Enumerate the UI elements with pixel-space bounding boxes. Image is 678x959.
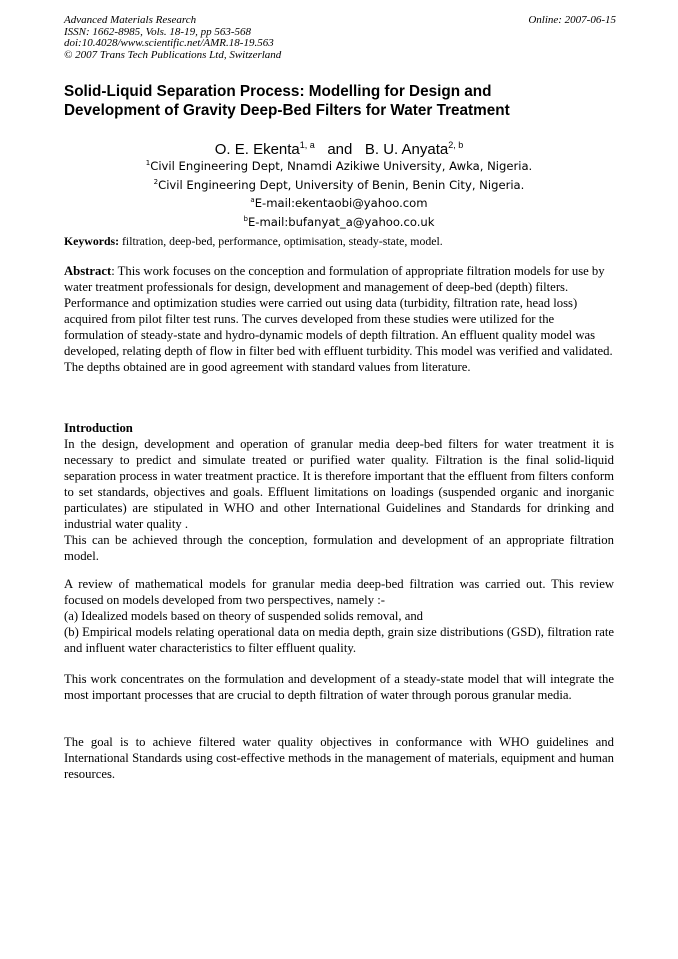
list-item-b: (b) Empirical models relating operational data on media depth, grain size distributions (GSD), filtration rate and influent water characteristics to filter effluent quality. xyxy=(64,625,614,655)
abstract xyxy=(64,263,614,375)
author-1-sup: 1, a xyxy=(299,140,315,150)
affiliation-2-sup: 2 xyxy=(153,177,159,186)
title-line-1: Solid-Liquid Separation Process: Modelling for Design and xyxy=(64,83,492,100)
affiliation-1 xyxy=(0,156,678,175)
intro-paragraph-4: The goal is to achieve filtered water quality objectives in conformance with WHO guidelines and International Standards using cost-effective methods in the management of materials, equipment and human resources. xyxy=(64,735,614,781)
journal-name: Advanced Materials Research xyxy=(64,14,197,26)
abstract-text: : This work focuses on the conception and formulation of appropriate filtration models for use by water treatment professionals for design, development and management of deep-bed (depth) filters. Performance and optimization studies were carried out using data (turbidity, filtration rate, head loss) acquired from pilot filter test runs. The curves developed from these studies were utilized for the formulation of steady-state and hydro-dynamic models of depth filtration. An effluent quality model was developed, relating depth of flow in filter bed with effluent turbidity. This model was verified and validated. The depths obtained are in good agreement with standard values from literature. xyxy=(64,264,613,374)
email-a-sup: a xyxy=(250,196,255,204)
email-a xyxy=(0,193,678,212)
email-b-text: E-mail:bufanyat_a@yahoo.co.uk xyxy=(247,214,435,229)
keywords-text: filtration, deep-bed, performance, optimisation, steady-state, model. xyxy=(119,234,443,248)
author-1-name: O. E. Ekenta xyxy=(214,141,300,158)
affiliation-2-text: Civil Engineering Dept, University of Benin, Benin City, Nigeria. xyxy=(158,177,525,192)
intro-paragraph-3: This work concentrates on the formulation and development of a steady-state model that will integrate the most important processes that are crucial to depth filtration of water through porous granular media. xyxy=(64,672,614,702)
doi-line: doi:10.4028/www.scientific.net/AMR.18-19.563 xyxy=(64,37,274,49)
author-and: and xyxy=(327,141,353,158)
issn-line: ISSN: 1662-8985, Vols. 18-19, pp 563-568 xyxy=(64,25,251,38)
title-line-2: Development of Gravity Deep-Bed Filters for Water Treatment xyxy=(64,102,510,119)
intro-paragraph-1b: This can be achieved through the conception, formulation and development of an appropriate filtration model. xyxy=(64,533,614,563)
email-a-text: E-mail:ekentaobi@yahoo.com xyxy=(254,196,428,210)
email-b-sup: b xyxy=(243,214,248,223)
email-b xyxy=(0,212,678,231)
introduction-section xyxy=(64,420,614,564)
affiliation-1-text: Civil Engineering Dept, Nnamdi Azikiwe University, Awka, Nigeria. xyxy=(150,159,533,173)
author-2-sup: 2, b xyxy=(448,140,464,150)
copyright-line: © 2007 Trans Tech Publications Ltd, Switzerland xyxy=(64,48,282,61)
affiliation-2 xyxy=(0,175,678,194)
online-date: Online: 2007-06-15 xyxy=(528,14,616,26)
abstract-label: Abstract xyxy=(64,264,112,278)
introduction-heading: Introduction xyxy=(64,421,133,435)
keywords xyxy=(64,233,614,249)
affiliations xyxy=(0,156,678,230)
paper-title xyxy=(64,82,624,120)
journal-header xyxy=(64,15,616,61)
author-2-name: B. U. Anyata xyxy=(364,141,449,158)
affiliation-1-sup: 1 xyxy=(145,159,151,167)
keywords-label: Keywords: xyxy=(64,234,120,248)
intro-paragraph-2: A review of mathematical models for granular media deep-bed filtration was carried out. This review focused on models developed from two perspectives, namely :- xyxy=(64,577,614,607)
intro-paragraph-1: In the design, development and operation of granular media deep-bed filters for water treatment it is necessary to predict and simulate treated or purified water quality. Filtration is the final solid-liquid separation process in water treatment practice. It is therefore important that the effluent from filters conform to set standards, objectives and goals. Effluent limitations on loadings (suspended organic and inorganic particulates) are stipulated in WHO and other International Guidelines and Standards for drinking and industrial water quality . xyxy=(64,437,614,531)
intro-paragraph-2-block xyxy=(64,576,614,656)
list-item-a: (a) Idealized models based on theory of suspended solids removal, and xyxy=(64,609,424,623)
